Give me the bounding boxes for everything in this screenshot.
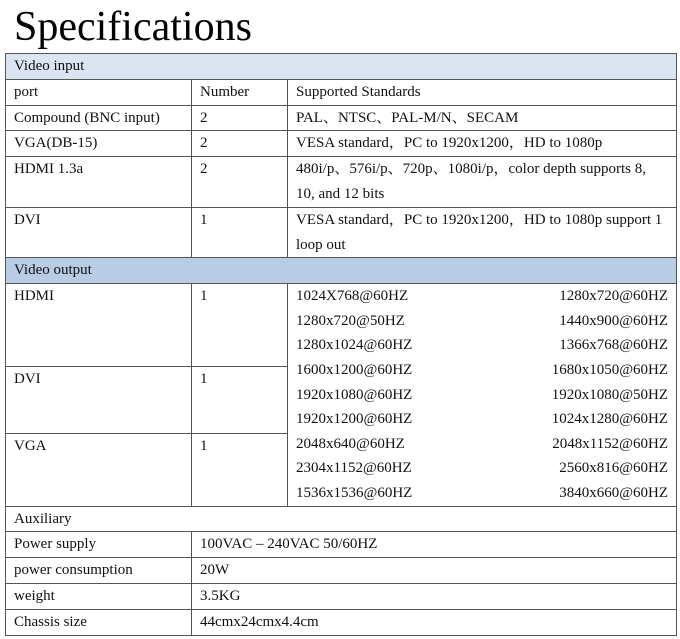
resolution-left: 1280x1024@60HZ bbox=[296, 337, 413, 354]
resolution-row bbox=[296, 333, 668, 358]
column-header-port: port bbox=[6, 79, 192, 105]
number-cell: 2 bbox=[192, 131, 288, 157]
column-header-standards: Supported Standards bbox=[288, 79, 677, 105]
resolution-left: 1536x1536@60HZ bbox=[296, 484, 413, 501]
label-cell: weight bbox=[6, 583, 192, 609]
table-row bbox=[6, 532, 677, 558]
port-cell: HDMI 1.3a bbox=[6, 157, 192, 208]
resolution-row bbox=[296, 432, 668, 457]
resolution-left: 2048x640@60HZ bbox=[296, 435, 405, 452]
standards-cell: 480i/p、576i/p、720p、1080i/p，color depth supports 8, 10, and 12 bits bbox=[288, 157, 677, 208]
resolution-left: 1920x1080@60HZ bbox=[296, 386, 413, 403]
resolution-row bbox=[296, 407, 668, 432]
table-row bbox=[6, 609, 677, 635]
resolution-right: 1680x1050@60HZ bbox=[551, 361, 668, 378]
resolution-right: 1920x1080@50HZ bbox=[551, 386, 668, 403]
page-title: Specifications bbox=[14, 4, 252, 50]
port-cell: VGA(DB-15) bbox=[6, 131, 192, 157]
number-cell: 1 bbox=[192, 434, 288, 506]
value-cell: 44cmx24cmx4.4cm bbox=[192, 609, 677, 635]
port-cell: DVI bbox=[6, 367, 192, 434]
standards-cell: VESA standard，PC to 1920x1200，HD to 1080p support 1 loop out bbox=[288, 207, 677, 258]
resolution-row bbox=[296, 383, 668, 408]
resolution-right: 2048x1152@60HZ bbox=[552, 435, 668, 452]
section-title: Auxiliary bbox=[6, 506, 677, 532]
standards-cell: PAL、NTSC、PAL-M/N、SECAM bbox=[288, 105, 677, 131]
port-cell: DVI bbox=[6, 207, 192, 258]
number-cell: 2 bbox=[192, 157, 288, 208]
label-cell: power consumption bbox=[6, 558, 192, 584]
number-cell: 2 bbox=[192, 105, 288, 131]
section-header-video-output bbox=[6, 258, 677, 284]
table-row bbox=[6, 558, 677, 584]
resolution-right: 3840x660@60HZ bbox=[559, 484, 668, 501]
section-title: Video output bbox=[6, 258, 677, 284]
number-cell: 1 bbox=[192, 284, 288, 367]
resolution-row bbox=[296, 284, 668, 309]
resolution-row bbox=[296, 358, 668, 383]
resolution-left: 1280x720@50HZ bbox=[296, 312, 405, 329]
label-cell: Power supply bbox=[6, 532, 192, 558]
section-header-auxiliary bbox=[6, 506, 677, 532]
table-row bbox=[6, 207, 677, 258]
table-row bbox=[6, 583, 677, 609]
resolutions-cell bbox=[288, 284, 677, 506]
label-cell: Chassis size bbox=[6, 609, 192, 635]
resolution-right: 1024x1280@60HZ bbox=[551, 411, 668, 428]
resolution-right: 2560x816@60HZ bbox=[559, 460, 668, 477]
port-cell: VGA bbox=[6, 434, 192, 506]
resolution-right: 1440x900@60HZ bbox=[559, 312, 668, 329]
specifications-table bbox=[5, 53, 677, 636]
table-row bbox=[6, 157, 677, 208]
standards-cell: VESA standard，PC to 1920x1200，HD to 1080p bbox=[288, 131, 677, 157]
port-cell: HDMI bbox=[6, 284, 192, 367]
resolution-row bbox=[296, 309, 668, 334]
value-cell: 3.5KG bbox=[192, 583, 677, 609]
resolution-row bbox=[296, 481, 668, 506]
section-title: Video input bbox=[6, 54, 677, 80]
resolution-list bbox=[296, 284, 668, 505]
value-cell: 100VAC – 240VAC 50/60HZ bbox=[192, 532, 677, 558]
resolution-left: 2304x1152@60HZ bbox=[296, 460, 412, 477]
port-cell: Compound (BNC input) bbox=[6, 105, 192, 131]
resolution-left: 1600x1200@60HZ bbox=[296, 361, 413, 378]
resolution-row bbox=[296, 456, 668, 481]
table-row bbox=[6, 284, 677, 367]
table-row bbox=[6, 131, 677, 157]
number-cell: 1 bbox=[192, 207, 288, 258]
section-header-video-input bbox=[6, 54, 677, 80]
number-cell: 1 bbox=[192, 367, 288, 434]
table-header-row bbox=[6, 79, 677, 105]
resolution-left: 1024X768@60HZ bbox=[296, 288, 409, 305]
table-row bbox=[6, 105, 677, 131]
value-cell: 20W bbox=[192, 558, 677, 584]
resolution-right: 1280x720@60HZ bbox=[559, 288, 668, 305]
column-header-number: Number bbox=[192, 79, 288, 105]
resolution-right: 1366x768@60HZ bbox=[559, 337, 668, 354]
resolution-left: 1920x1200@60HZ bbox=[296, 411, 413, 428]
